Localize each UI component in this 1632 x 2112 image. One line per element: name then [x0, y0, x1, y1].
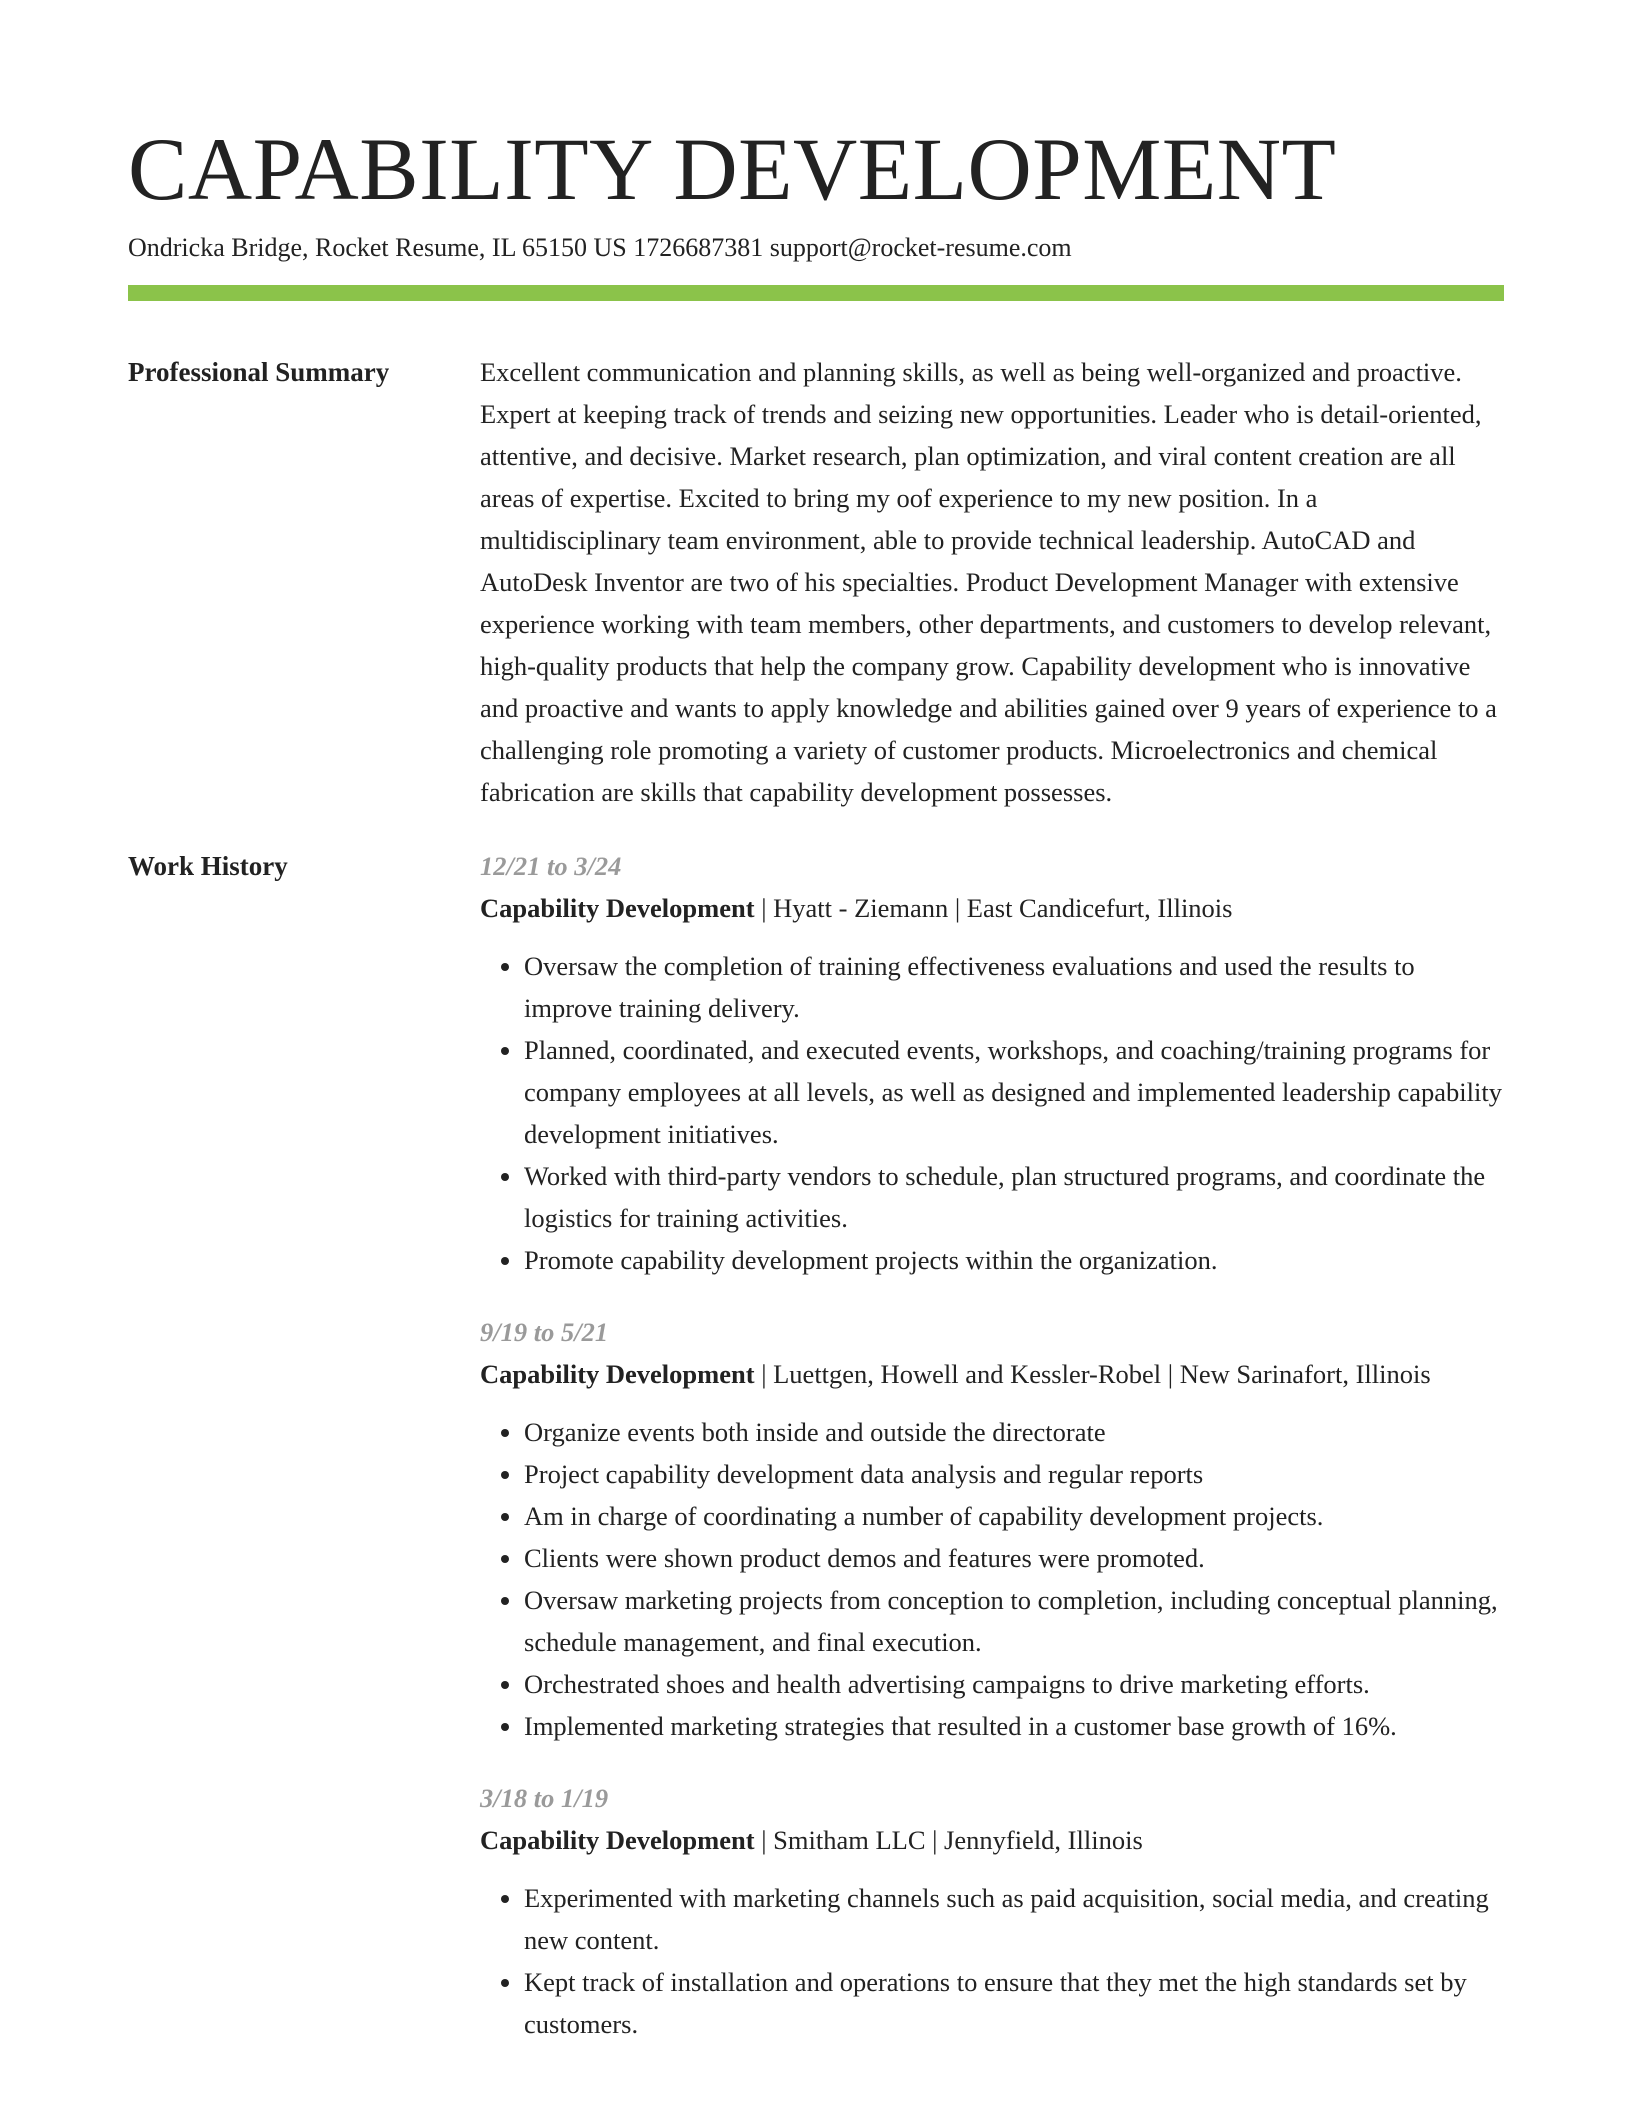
job-bullet: • Planned, coordinated, and executed events, workshops, and coaching/training programs for company employees at all levels, as well as designed and implemented leadership capability development initiatives. — [524, 1029, 1504, 1155]
resume-page — [128, 0, 1504, 2075]
job-bullet: • Am in charge of coordinating a number of capability development projects. — [524, 1495, 1504, 1537]
section-label-work-history: Work History — [128, 851, 288, 881]
job-entry — [480, 845, 1504, 1281]
job-company-location: | Hyatt - Ziemann | East Candicefurt, Illinois — [754, 893, 1233, 923]
contact-info: Ondricka Bridge, Rocket Resume, IL 65150 US 1726687381 support@rocket-resume.com — [128, 233, 1072, 262]
resume-name-heading: CAPABILITY DEVELOPMENT — [128, 121, 1337, 219]
job-dates: 9/19 to 5/21 — [480, 1317, 609, 1347]
work-history-body — [480, 845, 1504, 2075]
job-title: Capability Development — [480, 1825, 755, 1855]
job-company-location: | Smitham LLC | Jennyfield, Illinois — [754, 1825, 1143, 1855]
job-dates: 3/18 to 1/19 — [480, 1783, 609, 1813]
job-title-line — [480, 1819, 1504, 1861]
job-entry — [480, 1777, 1504, 2045]
job-bullet-list — [480, 1411, 1504, 1747]
professional-summary-section — [128, 351, 1504, 813]
accent-divider — [128, 285, 1504, 301]
job-dates: 12/21 to 3/24 — [480, 851, 622, 881]
job-bullet-list — [480, 1877, 1504, 2045]
job-title-line — [480, 887, 1504, 929]
job-bullet: • Organize events both inside and outside the directorate — [524, 1411, 1504, 1453]
job-bullet: • Kept track of installation and operations to ensure that they met the high standards set by customers. — [524, 1961, 1504, 2045]
job-bullet-list — [480, 945, 1504, 1281]
section-label-professional-summary: Professional Summary — [128, 357, 390, 387]
job-bullet: • Oversaw marketing projects from conception to completion, including conceptual planning, schedule management, and final execution. — [524, 1579, 1504, 1663]
job-title: Capability Development — [480, 1359, 755, 1389]
summary-text: Excellent communication and planning skills, as well as being well-organized and proactive. Expert at keeping track of trends and seizing new opportunities. Leader who is detail-oriented, attentive, and decisive. Market research, plan optimization, and viral content creation are all areas of expertise. Excited to bring my oof experience to my new position. In a multidisciplinary team environment, able to provide technical leadership. AutoCAD and AutoDesk Inventor are two of his specialties. Product Development Manager with extensive experience working with team members, other departments, and customers to develop relevant, high-quality products that help the company grow. Capability development who is innovative and proactive and wants to apply knowledge and abilities gained over 9 years of experience to a challenging role promoting a variety of customer products. Microelectronics and chemical fabrication are skills that capability development possesses. — [480, 357, 1497, 807]
job-bullet: • Experimented with marketing channels such as paid acquisition, social media, and creating new content. — [524, 1877, 1504, 1961]
job-bullet: • Oversaw the completion of training effectiveness evaluations and used the results to improve training delivery. — [524, 945, 1504, 1029]
job-bullet: • Project capability development data analysis and regular reports — [524, 1453, 1504, 1495]
job-bullet: • Clients were shown product demos and features were promoted. — [524, 1537, 1504, 1579]
summary-body — [480, 351, 1504, 813]
job-bullet: • Implemented marketing strategies that resulted in a customer base growth of 16%. — [524, 1705, 1504, 1747]
job-company-location: | Luettgen, Howell and Kessler-Robel | New Sarinafort, Illinois — [754, 1359, 1431, 1389]
job-bullet: • Worked with third-party vendors to schedule, plan structured programs, and coordinate the logistics for training activities. — [524, 1155, 1504, 1239]
job-bullet: • Promote capability development projects within the organization. — [524, 1239, 1504, 1281]
work-history-section — [128, 845, 1504, 2075]
job-bullet: • Orchestrated shoes and health advertising campaigns to drive marketing efforts. — [524, 1663, 1504, 1705]
job-title: Capability Development — [480, 893, 755, 923]
job-entry — [480, 1311, 1504, 1747]
job-title-line — [480, 1353, 1504, 1395]
